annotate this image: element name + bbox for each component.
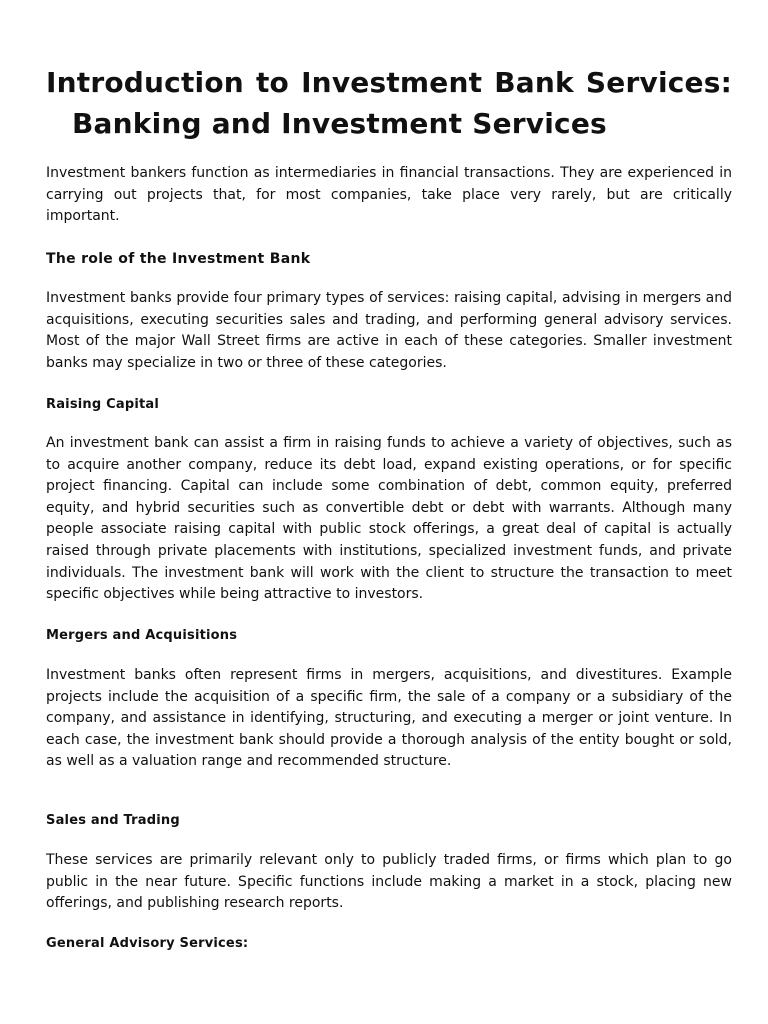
role-paragraph: Investment banks provide four primary types of services: raising capital, advising in mergers and acquisitions, executing securities sales and trading, and performing general advisory services. Most of the major Wall Street firms are active in each of these categories. Smaller investment banks may specialize in two or three of these categories. [46, 290, 732, 371]
page-title-line-1: Introduction to Investment Bank Services: [46, 66, 732, 99]
intro-paragraph: Investment bankers function as intermediaries in financial transactions. They are experienced in carrying out projects that, for most companies, take place very rarely, but are critically important. [46, 165, 732, 225]
role-section [46, 288, 732, 374]
intro-section [46, 163, 732, 228]
document-title-block [46, 62, 732, 144]
raising-capital-paragraph: An investment bank can assist a firm in raising funds to achieve a variety of objectives, such as to acquire another company, reduce its debt load, expand existing operations, or for specific project financing. Capital can include some combination of debt, common equity, preferred equity, and hybrid securities such as convertible debt or debt with warrants. Although many people associate raising capital with public stock offerings, a great deal of capital is actually raised through private placements with institutions, specialized investment funds, and private individuals. The investment bank will work with the client to structure the transaction to meet specific objectives while being attractive to investors. [46, 435, 732, 603]
mergers-heading: Mergers and Acquisitions [46, 628, 238, 643]
sales-paragraph: These services are primarily relevant only to publicly traded firms, or firms which plan to go public in the near future. Specific functions include making a market in a stock, placing new offerings, and publishing research reports. [46, 852, 732, 912]
page-title-line-2: Banking and Investment Services [72, 107, 607, 140]
page-title [46, 62, 732, 144]
mergers-section [46, 665, 732, 773]
raising-capital-heading: Raising Capital [46, 397, 160, 412]
advisory-heading: General Advisory Services: [46, 936, 249, 951]
role-section-heading [46, 250, 732, 268]
raising-capital-heading-block [46, 396, 732, 414]
mergers-paragraph: Investment banks often represent firms in mergers, acquisitions, and divestitures. Example projects include the acquisition of a specific firm, the sale of a company or a subsidiary of the company, and assistance in identifying, structuring, and executing a merger or joint venture. In each case, the investment bank should provide a thorough analysis of the entity bought or sold, as well as a valuation range and recommended structure. [46, 667, 732, 770]
sales-heading: Sales and Trading [46, 813, 180, 828]
sales-section [46, 850, 732, 915]
advisory-heading-block [46, 935, 732, 953]
role-heading: The role of the Investment Bank [46, 251, 311, 267]
raising-capital-section [46, 433, 732, 606]
sales-heading-block [46, 812, 732, 830]
mergers-heading-block [46, 627, 732, 645]
